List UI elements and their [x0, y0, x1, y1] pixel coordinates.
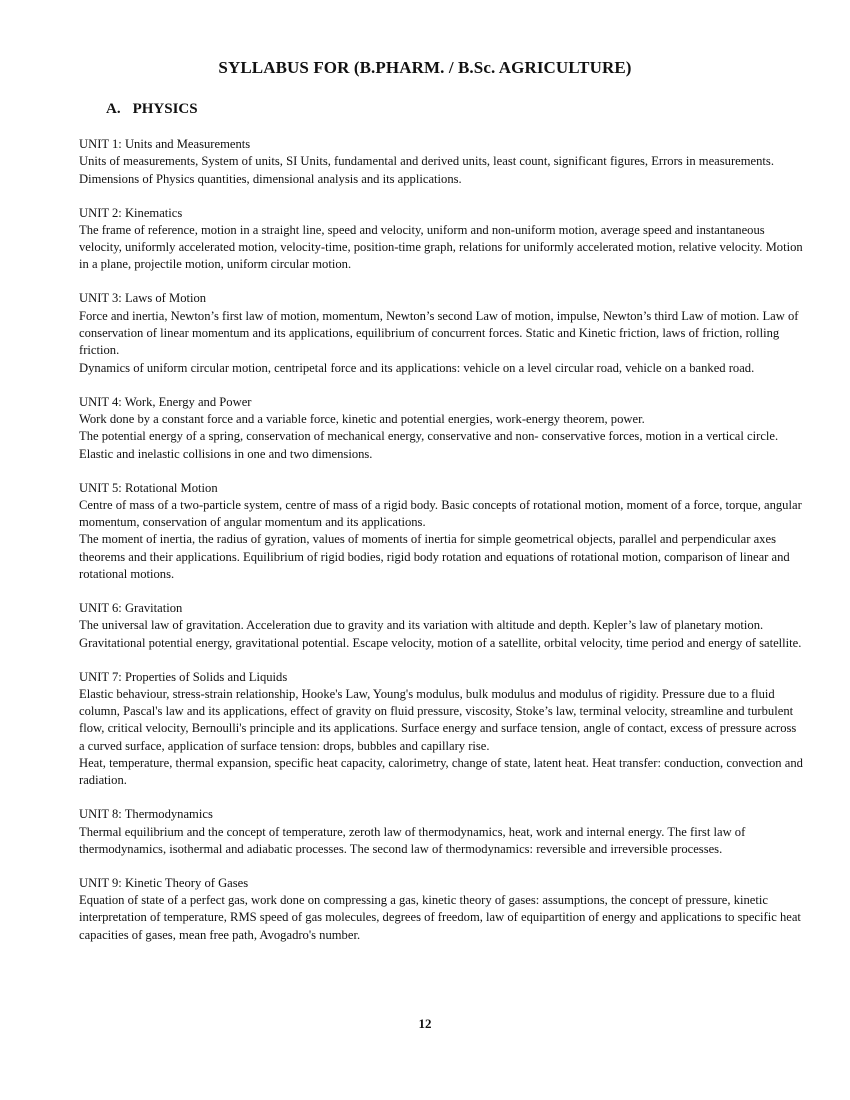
- unit-block: [79, 290, 803, 376]
- unit-block: [79, 205, 803, 274]
- unit-paragraph: Force and inertia, Newton’s first law of motion, momentum, Newton’s second Law of motion, impulse, Newton’s third Law of motion. Law of conservation of linear momentum and its applications, equilibrium of concurrent forces. Static and Kinetic friction, laws of friction, rolling friction.: [79, 308, 799, 358]
- unit-paragraph: Units of measurements, System of units, SI Units, fundamental and derived units, least count, significant figures, Errors in measurements. Dimensions of Physics quantities, dimensional analysis and its applications.: [79, 154, 774, 186]
- unit-heading: UNIT 1: Units and Measurements: [79, 137, 251, 151]
- unit-paragraph: Thermal equilibrium and the concept of temperature, zeroth law of thermodynamics, heat, work and internal energy. The first law of thermodynamics, isothermal and adiabatic processes. The second law of thermodynamics: reversible and irreversible processes.: [79, 824, 746, 856]
- unit-heading: UNIT 8: Thermodynamics: [79, 807, 213, 822]
- unit-block: [79, 875, 803, 944]
- unit-block: [79, 669, 803, 790]
- section-name: PHYSICS: [132, 101, 198, 117]
- unit-heading: UNIT 3: Laws of Motion: [79, 291, 207, 306]
- page-title: SYLLABUS FOR (B.PHARM. / B.Sc. AGRICULTURE): [218, 58, 632, 77]
- unit-paragraph: The universal law of gravitation. Acceleration due to gravity and its variation with altitude and depth. Kepler’s law of planetary motion. Gravitational potential energy, gravitational potential. Escape velocity, motion of a satellite, orbital velocity, time period and energy of satellite.: [79, 618, 802, 650]
- unit-paragraph: Centre of mass of a two-particle system, centre of mass of a rigid body. Basic concepts of rotational motion, moment of a force, torque, angular momentum, conservation of angular momentum and its applications.: [79, 497, 802, 530]
- unit-paragraph: Elastic behaviour, stress-strain relationship, Hooke's Law, Young's modulus, bulk modulus and modulus of rigidity. Pressure due to a fluid column, Pascal's law and its applications, effect of gravity on fluid pressure, viscosity, Stoke’s law, terminal velocity, streamline and turbulent flow, critical velocity, Bernoulli's principle and its applications. Surface energy and surface tension, angle of contact, excess of pressure across a curved surface, application of surface tension: drops, bubbles and capillary rise.: [79, 686, 797, 753]
- unit-block: [79, 136, 803, 188]
- section-number: A.: [106, 101, 121, 117]
- unit-paragraph: Dynamics of uniform circular motion, centripetal force and its applications: vehicle on a level circular road, vehicle on a banked road.: [79, 360, 755, 375]
- syllabus-body: [79, 136, 803, 961]
- unit-block: [79, 394, 803, 463]
- unit-paragraph: The moment of inertia, the radius of gyration, values of moments of inertia for simple geometrical objects, parallel and perpendicular axes theorems and their applications. Equilibrium of rigid bodies, rigid body rotation and equations of rotational motion, comparison of linear and rotational motions.: [79, 532, 790, 581]
- unit-heading: UNIT 2: Kinematics: [79, 205, 183, 220]
- unit-heading: UNIT 7: Properties of Solids and Liquids: [79, 669, 288, 684]
- unit-paragraph: Heat, temperature, thermal expansion, specific heat capacity, calorimetry, change of state, latent heat. Heat transfer: conduction, convection and radiation.: [79, 756, 803, 788]
- page-number: 12: [418, 1016, 432, 1031]
- unit-paragraph: Work done by a constant force and a variable force, kinetic and potential energies, work-energy theorem, power.: [79, 411, 645, 426]
- unit-paragraph: Equation of state of a perfect gas, work done on compressing a gas, kinetic theory of gases: assumptions, the concept of pressure, kinetic interpretation of temperature, RMS speed of gas molecules, degrees of freedom, law of equipartition of energy and applications to specific heat capacities of gases, mean free path, Avogadro's number.: [79, 893, 801, 942]
- unit-heading: UNIT 9: Kinetic Theory of Gases: [79, 875, 249, 890]
- unit-paragraph: The potential energy of a spring, conservation of mechanical energy, conservative and non- conservative forces, motion in a vertical circle. Elastic and inelastic collisions in one and two dimensions.: [79, 429, 779, 461]
- unit-block: [79, 600, 803, 652]
- unit-heading: UNIT 6: Gravitation: [79, 600, 183, 615]
- unit-block: [79, 806, 803, 858]
- unit-paragraph: The frame of reference, motion in a straight line, speed and velocity, uniform and non-uniform motion, average speed and instantaneous velocity, uniformly accelerated motion, velocity-time, position-time graph, relations for uniformly accelerated motion, relative velocity. Motion in a plane, projectile motion, uniform circular motion.: [79, 222, 803, 272]
- section-heading: [106, 101, 198, 118]
- unit-block: [79, 480, 803, 584]
- unit-heading: UNIT 4: Work, Energy and Power: [79, 394, 252, 409]
- unit-heading: UNIT 5: Rotational Motion: [79, 480, 218, 495]
